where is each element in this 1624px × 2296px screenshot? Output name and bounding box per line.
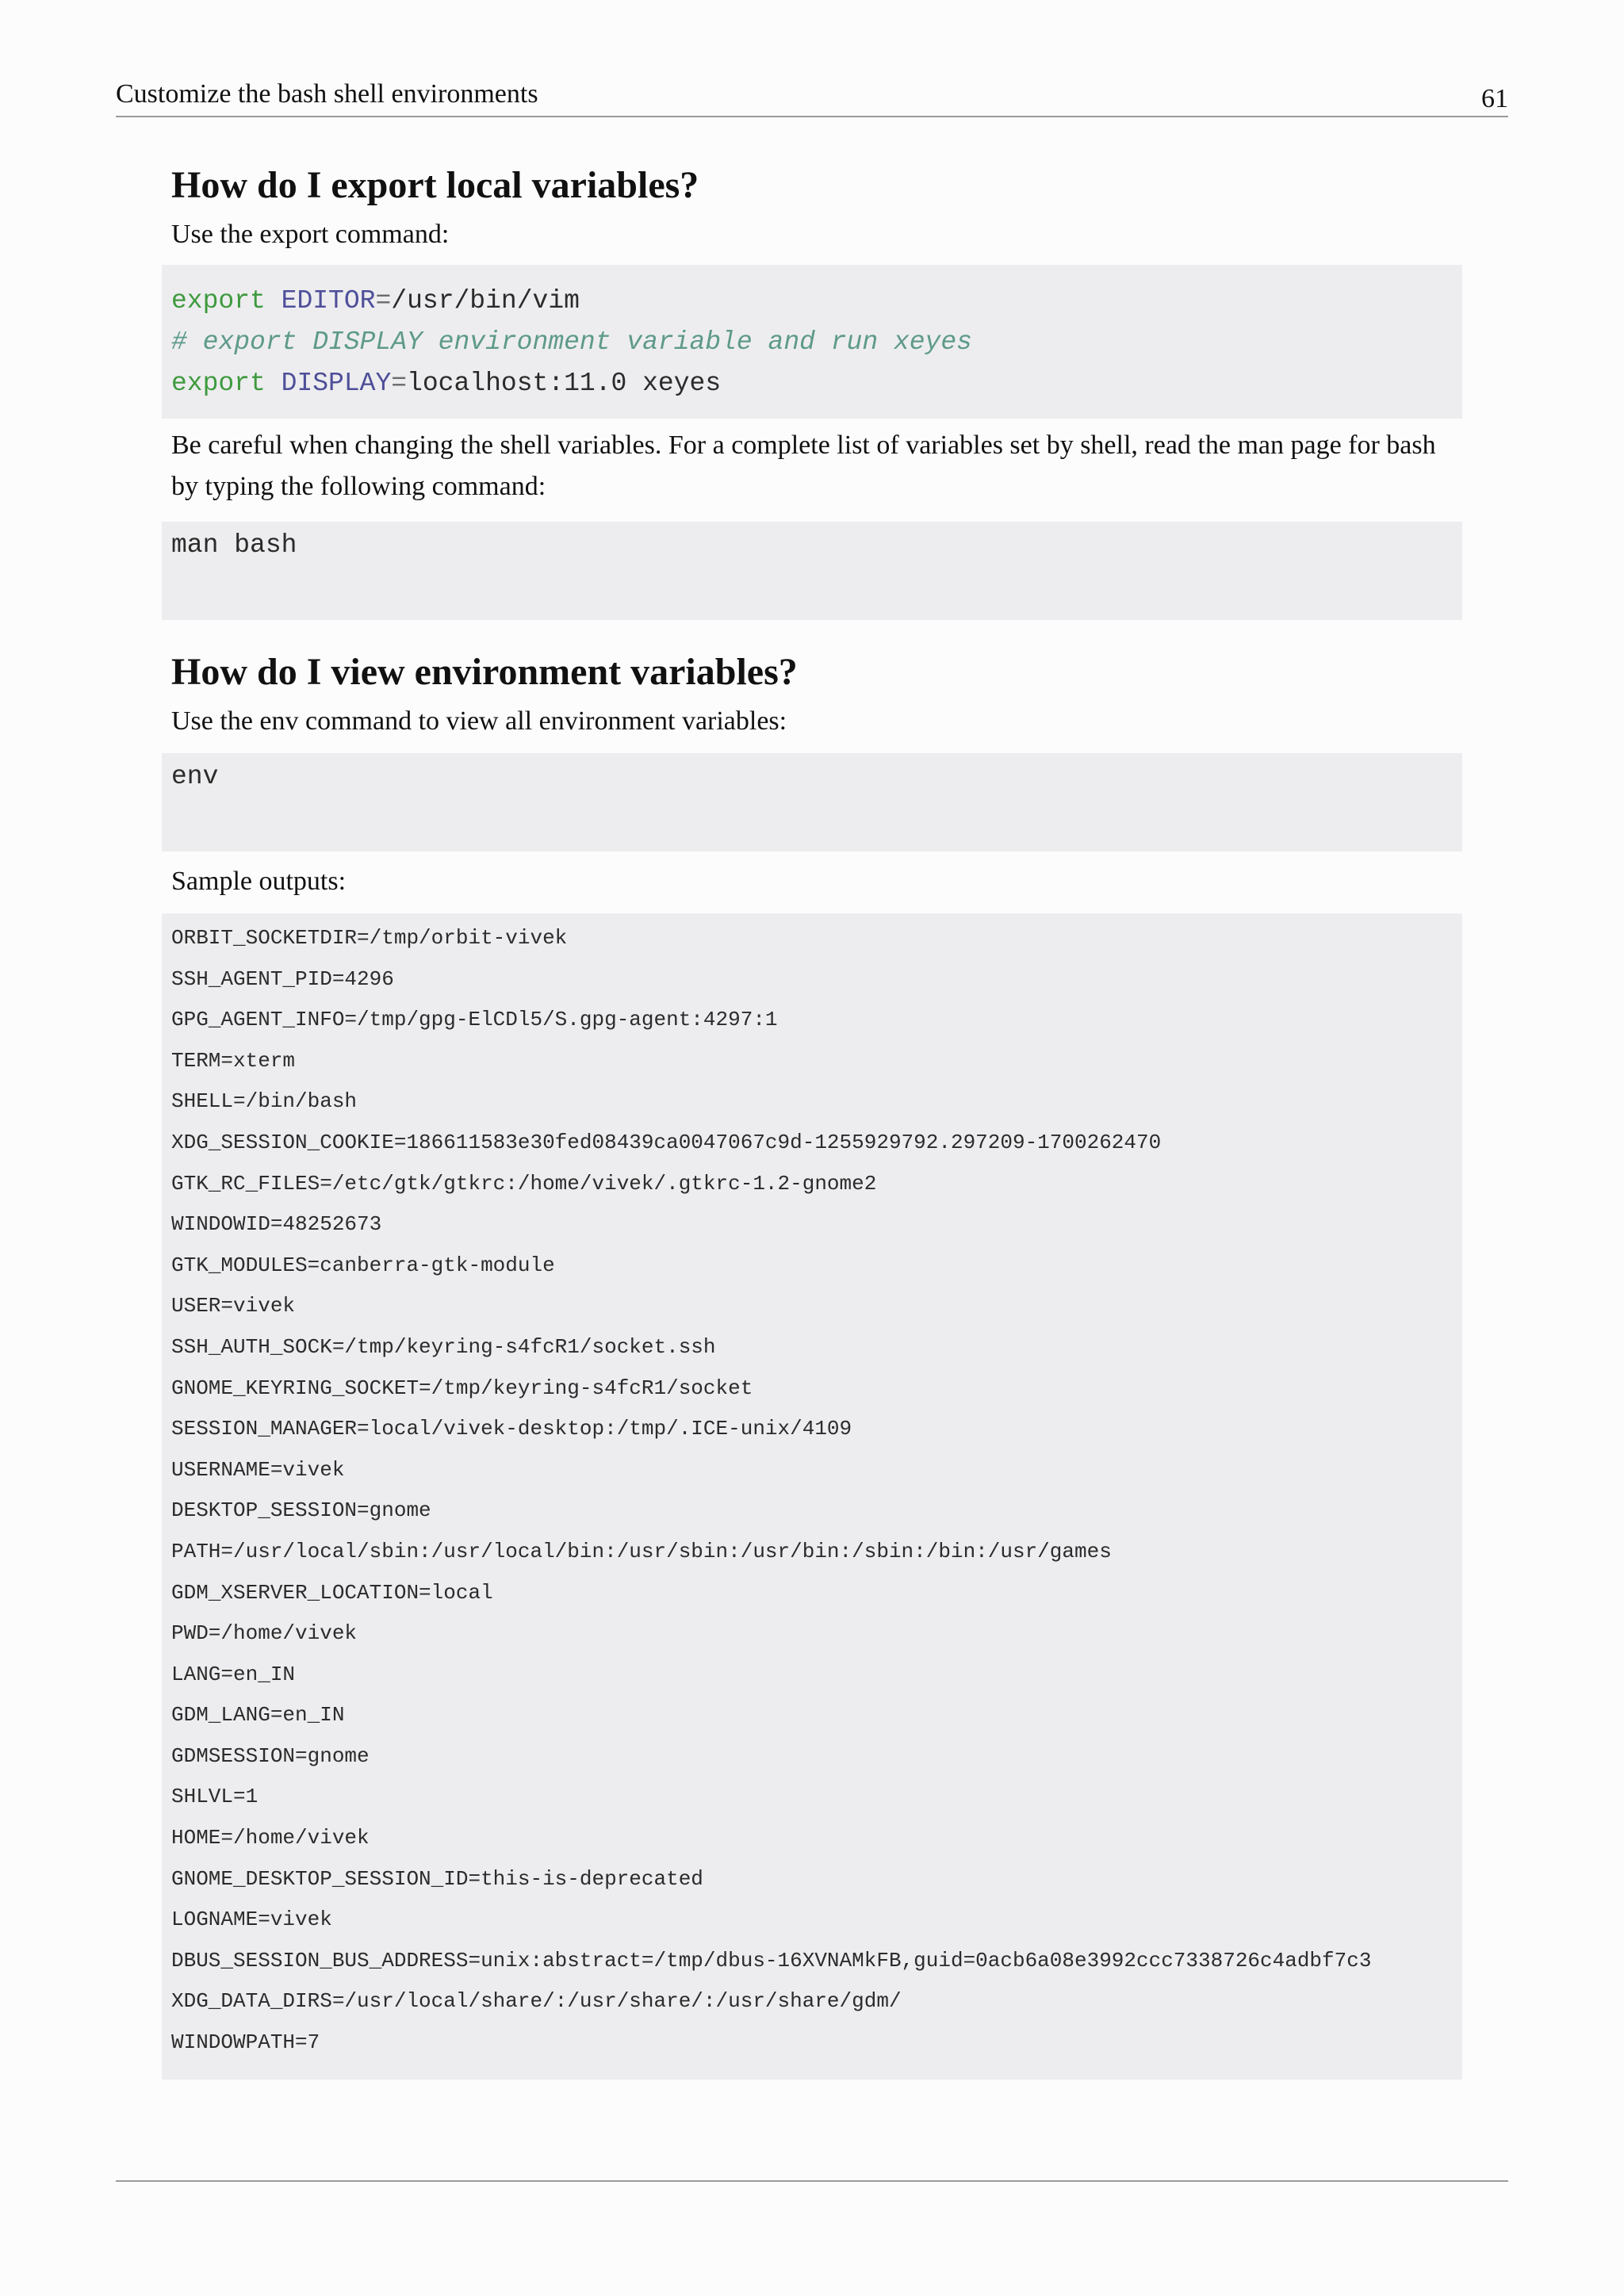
env-output-line: SSH_AGENT_PID=4296	[171, 966, 394, 991]
env-output-line: PWD=/home/vivek	[171, 1621, 358, 1646]
env-command: env	[171, 762, 219, 791]
env-output-line: GPG_AGENT_INFO=/tmp/gpg-ElCDl5/S.gpg-agent:4297:1	[171, 1008, 778, 1032]
env-output-line: SHLVL=1	[171, 1785, 259, 1809]
env-output-line: GDM_XSERVER_LOCATION=local	[171, 1580, 493, 1605]
env-output-line: XDG_SESSION_COOKIE=186611583e30fed08439ca0047067c9d-1255929792.297209-1700262470	[171, 1130, 1162, 1154]
sample-outputs-label: Sample outputs:	[171, 867, 347, 896]
caution-line-1: Be careful when changing the shell variables. For a complete list of variables set by shell, read the man page for bash	[171, 430, 1436, 460]
env-output-line: SESSION_MANAGER=local/vivek-desktop:/tmp/.ICE-unix/4109	[171, 1417, 852, 1441]
variable-value: localhost:11.0 xeyes	[407, 369, 722, 398]
env-output-line: WINDOWID=48252673	[171, 1212, 382, 1237]
page-footer-rule	[116, 2180, 1508, 2182]
variable-name: DISPLAY	[281, 369, 392, 398]
code-line-display	[171, 363, 1462, 404]
section-heading-view: How do I view environment variables?	[171, 651, 798, 693]
env-output-line: ORBIT_SOCKETDIR=/tmp/orbit-vivek	[171, 926, 568, 950]
keyword-export: export	[171, 369, 266, 398]
man-command: man bash	[171, 530, 297, 560]
env-output-line: DESKTOP_SESSION=gnome	[171, 1498, 431, 1523]
env-output-line: HOME=/home/vivek	[171, 1826, 370, 1850]
env-output-line: DBUS_SESSION_BUS_ADDRESS=unix:abstract=/tmp/dbus-16XVNAMkFB,guid=0acb6a08e3992ccc7338726c4adbf7c3	[171, 1948, 1372, 1973]
export-intro: Use the export command:	[171, 220, 450, 249]
env-output-line: SSH_AUTH_SOCK=/tmp/keyring-s4fcR1/socket.ssh	[171, 1334, 716, 1359]
keyword-export: export	[171, 286, 266, 316]
env-output-line: GNOME_DESKTOP_SESSION_ID=this-is-deprecated	[171, 1866, 703, 1891]
env-output-line: WINDOWPATH=7	[171, 2030, 320, 2055]
assign-operator: =	[391, 369, 408, 398]
code-comment: # export DISPLAY environment variable and run xeyes	[171, 327, 972, 357]
section-heading-export: How do I export local variables?	[171, 164, 699, 206]
env-output-line: TERM=xterm	[171, 1048, 296, 1073]
env-output-line: USERNAME=vivek	[171, 1457, 345, 1482]
code-line-editor	[171, 281, 1462, 322]
env-output-line: GNOME_KEYRING_SOCKET=/tmp/keyring-s4fcR1/socket	[171, 1376, 753, 1400]
env-output-line: LOGNAME=vivek	[171, 1908, 332, 1932]
caution-line-2: by typing the following command:	[171, 472, 546, 501]
env-output-line: GDMSESSION=gnome	[171, 1743, 370, 1768]
env-output-line: GTK_RC_FILES=/etc/gtk/gtkrc:/home/vivek/.gtkrc-1.2-gnome2	[171, 1171, 877, 1196]
env-output-line: USER=vivek	[171, 1294, 296, 1318]
man-code-block	[162, 522, 1462, 620]
assign-operator: =	[375, 286, 392, 316]
page-header	[116, 76, 1508, 117]
running-title: Customize the bash shell environments	[116, 79, 538, 109]
caution-paragraph	[171, 425, 1462, 507]
env-output-block	[162, 913, 1462, 2080]
env-output-line: SHELL=/bin/bash	[171, 1089, 358, 1114]
export-code-block	[162, 265, 1462, 419]
variable-name: EDITOR	[281, 286, 376, 316]
env-output-line: GTK_MODULES=canberra-gtk-module	[171, 1253, 555, 1277]
env-intro: Use the env command to view all environment variables:	[171, 706, 787, 736]
page-number: 61	[1481, 84, 1508, 113]
env-code-block	[162, 753, 1462, 851]
env-output-line: XDG_DATA_DIRS=/usr/local/share/:/usr/share/:/usr/share/gdm/	[171, 1989, 902, 2014]
env-output-line: GDM_LANG=en_IN	[171, 1703, 345, 1728]
variable-value: /usr/bin/vim	[391, 286, 580, 316]
env-output-line: PATH=/usr/local/sbin:/usr/local/bin:/usr/sbin:/usr/bin:/sbin:/bin:/usr/games	[171, 1539, 1112, 1563]
page-content	[171, 162, 1462, 2080]
env-output-line: LANG=en_IN	[171, 1662, 296, 1686]
